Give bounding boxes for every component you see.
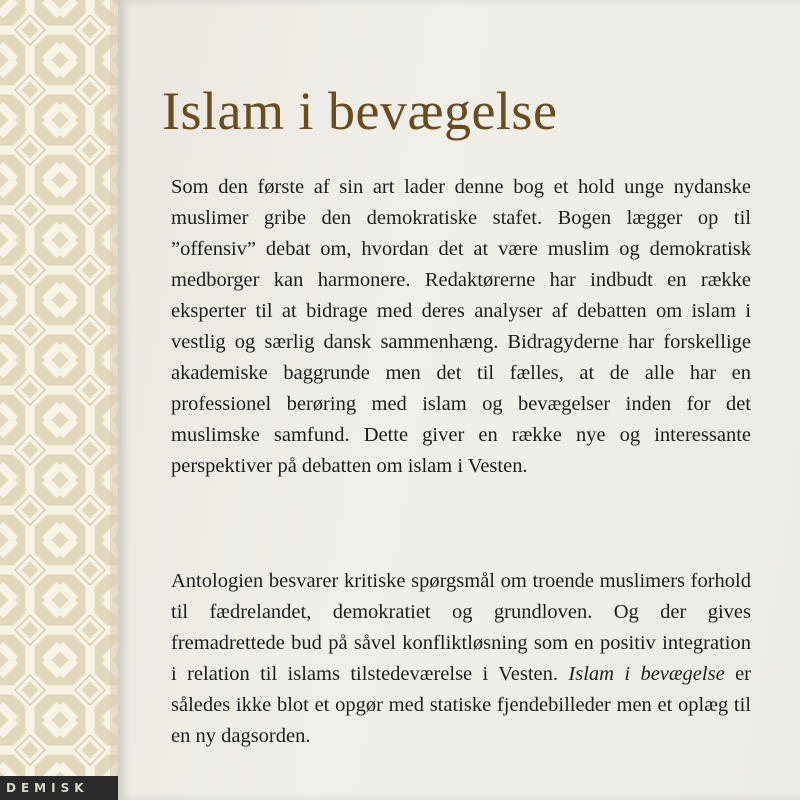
- description-paragraph-2: [171, 566, 751, 752]
- description-paragraph-1: Som den første af sin art lader denne bog et hold unge nydanske muslimer gribe den demokratiske stafet. Bogen lægger op til ”offensiv” debat om, hvordan det at være muslim og demokratisk medborger kan harmonere. Redaktørerne har indbudt en række eksperter til at bidrage med deres analyser af debatten om islam i vestlig og særlig dansk sammenhæng. Bidragyderne har forskellige akademiske baggrunde men det til fælles, at de alle har en professionel berøring med islam og bevægelser inden for det muslimske samfund. Dette giver en række nye og interessante perspektiver på debatten om islam i Vesten.: [171, 176, 751, 477]
- paragraph-2-text-start: Antologien besvarer kritiske spørgsmål om troende muslimers forhold til fædrelandet, demokratiet og grundloven. Og der gives fremadrettede bud på såvel konfliktløsning som en positiv integration i relation til islams tilstedeværelse i Vesten.: [171, 570, 751, 685]
- publisher-name-fragment: DEMISK: [0, 776, 118, 800]
- italic-book-title: Islam i bevægelse: [568, 663, 725, 685]
- paragraph-2-text-end: er således ikke blot et opgør med statiske fjendebilleder men et oplæg til en ny dagsorden.: [171, 663, 751, 747]
- knot-pattern-graphic: [0, 0, 118, 800]
- book-title: Islam i bevægelse: [162, 81, 558, 141]
- back-cover-text-panel: [118, 0, 800, 800]
- islamic-knot-pattern-strip: [0, 0, 118, 800]
